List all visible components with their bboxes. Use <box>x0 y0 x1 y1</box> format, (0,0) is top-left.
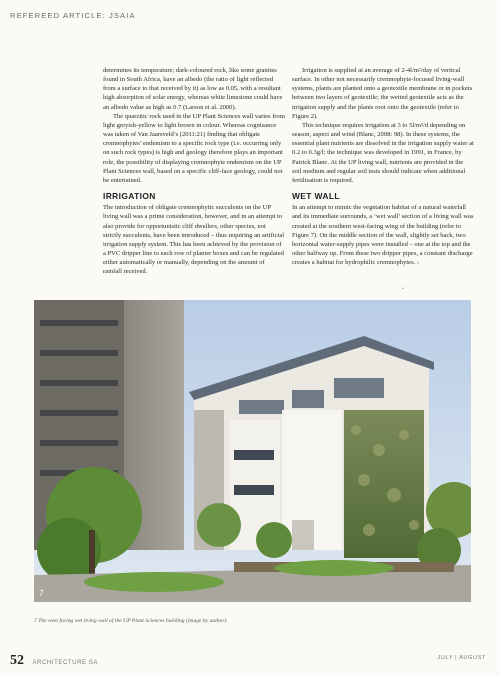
decorative-mark: ᐢ <box>402 288 404 293</box>
page-number: 52 <box>10 653 24 668</box>
section-header: REFEREED ARTICLE: JSAIA <box>10 11 136 20</box>
right-column <box>292 66 474 267</box>
left-paragraph-2: The quarzitic rock used in the UP Plant Sciences wall varies from light greyish-yellow to light brown in colour. Whereas cognisance was taken of Van Jaarsveld’s (2011:21) finding that obligate cremnophytes’ endemism to a specific rock type (i.e. occurring only on such rock types) is high and geology therefore plays an important role, the possibility of displaying cremnophyte endemism on the UP Plant Sciences wall, based on a specific cliff-face geology, could not be entertained. <box>103 112 285 184</box>
issue-label: JULY | AUGUST <box>437 655 486 661</box>
right-paragraph-2: This technique requires irrigation at 3 to 5l/m²/d depending on season, aspect and wind (Blanc, 2008: 98). In these systems, the essential plant nutrients are dissolved in the irrigation supply water at 0.2 to 0.3g/l; the technique was developed in 1991, in France, by Patrick Blanc. At the UP living wall, nutrients are provided in the soil medium and regular soil tests should indicate when additional fertilisation is required. <box>292 121 474 184</box>
footer-left <box>10 651 98 669</box>
left-column <box>103 66 285 276</box>
wet-wall-heading: WET WALL <box>292 191 340 202</box>
figure-number: 7 <box>39 589 44 598</box>
left-paragraph-3: The introduction of obligate cremnophytic succulents on the UP living wall was a prime consideration, however, and in an attempt to also provide for opportunistic cliff dwellers, other species, not strictly succulents, have been introduced – thus requiring an artificial irrigation supply system. This has been achieved by the provision of a PVC dripper line to each row of planter boxes and can be regulated either automatically or manually, depending on the amount of rainfall received. <box>103 204 285 276</box>
irrigation-heading: IRRIGATION <box>103 191 156 202</box>
right-paragraph-3: In an attempt to mimic the vegetation habitat of a natural waterfall and its immediate surrounds, a ‘wet wall’ section of a living wall was created at the southern west-facing wing of the building (refer to Figure 7). On the middle section of the wall, slightly set back, two horizontal water-supply pipes were installed – one at the top and the other halfway up. From these two dripper pipes, a constant discharge creates a habitat for hydrophilic cremnophytes. › <box>292 204 474 267</box>
right-paragraph-1: Irrigation is supplied at an average of 2-4l/m²/day of vertical surface. In other not necessarily cremnophyte-focused living-wall systems, plants are planted onto a geotextile membrane or in pockets between two layers of geotextile; the wetted geotextile acts as the irrigation supply and the plants root onto the geotextile (refer to Figure 2). <box>292 67 473 120</box>
building-illustration <box>34 300 471 602</box>
figure-caption: 7 The west facing wet living wall of the UP Plant Sciences building (image by author). <box>34 618 228 624</box>
building-photo <box>34 300 471 602</box>
left-paragraph-1: determines its temperature; dark-coloured rock, like some granites found in South Africa, have an albedo (the ratio of light reflected from a surface to that received by it) as low as 0.05, with a resultant high absorption of solar energy, whereas white limestone could have an albedo value as high as 0.7 (Larson et al. 2000). <box>103 67 283 111</box>
publication-name: ARCHITECTURE SA <box>32 660 99 666</box>
